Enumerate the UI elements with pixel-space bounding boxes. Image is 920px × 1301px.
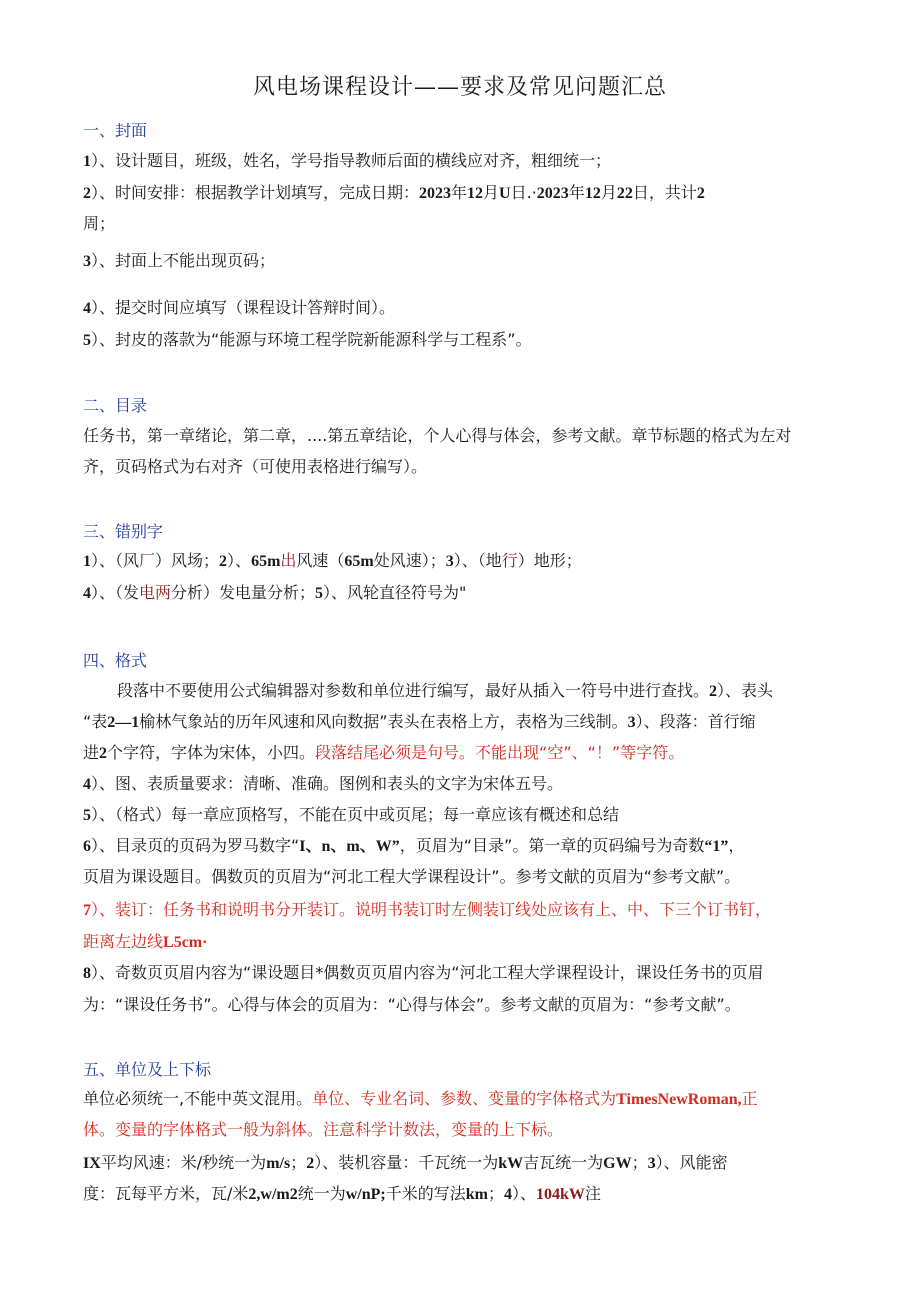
typo-line-2 [83, 582, 832, 605]
text: 处风速）； [373, 551, 446, 570]
typo-line-1 [83, 550, 832, 573]
text: ）、（发 [91, 583, 140, 602]
count: 2 [99, 745, 108, 762]
format-item-7 [83, 899, 832, 922]
item-number: 1 [83, 153, 91, 170]
text: 月 [483, 183, 500, 202]
text: 单位必须统一,不能中英文混用。 [83, 1089, 313, 1108]
item-number: 5 [83, 807, 91, 824]
cover-item-1 [83, 150, 832, 173]
format-item-4 [83, 773, 832, 796]
item-number: 5 [83, 332, 91, 349]
item-number: 3 [647, 1155, 656, 1172]
text: 日.· [510, 183, 537, 202]
units-line-3 [83, 1152, 832, 1175]
text: ）地形； [517, 551, 582, 570]
month: 12 [467, 185, 484, 202]
text: 吉瓦统一为 [523, 1153, 604, 1172]
item-number: 2 [306, 1155, 315, 1172]
text: ）、风能密 [655, 1153, 728, 1172]
item-number: 2 [709, 683, 718, 700]
item-number: 2 [219, 553, 228, 570]
year: 2023 [536, 185, 569, 202]
value: 104kW [536, 1186, 585, 1203]
item-number: 4 [504, 1186, 513, 1203]
text: ）、（地 [453, 551, 502, 570]
format-para-line-1 [117, 680, 832, 703]
item-text: ）、封皮的落款为“能源与环境工程学院新能源科学与工程系”。 [91, 330, 532, 349]
day: 22 [616, 185, 633, 202]
item-text: ）、奇数页页眉内容为“课设题目*偶数页页眉内容为“河北工程大学课程设计，课设任务书的页眉 [91, 963, 764, 982]
typo-highlight: 厂 [139, 551, 156, 570]
text: 榆林气象站的历年风速和风向数据”表头在表格上方，表格为三线制。 [139, 712, 628, 731]
item-text: ）、封面上不能出现页码； [91, 251, 276, 270]
red-emphasis: 单位、专业名词、参数、变量的字体格式为 [312, 1089, 617, 1108]
text: ）、风轮直径符号为" [323, 583, 467, 602]
height: 65m [344, 553, 374, 570]
text: ）、目录页的页码为罗马数字“ [91, 836, 300, 855]
cover-item-3 [83, 250, 832, 273]
units-line-2: 体。变量的字体格式一般为斜体。注意科学计数法，变量的上下标。 [83, 1120, 564, 1139]
item-number: 1 [83, 553, 91, 570]
toc-para-line-1: 任务书，第一章绪论，第二章，....第五章结论，个人心得与体会，参考文献。章节标题的格式为左对 [83, 426, 792, 445]
format-item-8 [83, 962, 832, 985]
table-number: 2—1 [107, 714, 140, 731]
unit: w/nP; [345, 1186, 386, 1203]
item-number: IX [83, 1155, 101, 1172]
text: 个字符，字体为宋体，小四。 [107, 743, 316, 762]
typo-highlight: 行 [501, 551, 518, 570]
format-item-8-cont: 为：“课设任务书”。心得与体会的页眉为：“心得与体会”。参考文献的页眉为：“参考文献”。 [83, 995, 741, 1014]
text: 进 [83, 743, 100, 762]
section-heading-typos: 三、错别字 [83, 522, 164, 541]
toc-para-line-2: 齐，页码格式为右对齐（可使用表格进行编写）。 [83, 457, 428, 476]
typo-highlight: 电两 [139, 583, 172, 602]
format-para-line-2 [83, 711, 832, 734]
text: ）、段落：首行缩 [635, 712, 756, 731]
section-heading-cover: 一、封面 [83, 121, 148, 140]
year: 2023 [419, 185, 452, 202]
font-name: TimesNewRoman, [616, 1091, 742, 1108]
text: ）风场； [155, 551, 220, 570]
item-text: ）、时间安排：根据教学计划填写，完成日期： [91, 183, 420, 202]
cover-item-2-cont: 周； [83, 214, 116, 233]
units-line-1 [83, 1088, 832, 1111]
text: 月 [600, 183, 617, 202]
cover-item-4 [83, 297, 832, 320]
text: ）、（风 [91, 551, 140, 570]
text: ； [290, 1153, 307, 1172]
page-number: “1” [704, 838, 729, 855]
day: U [499, 185, 511, 202]
text: “表 [83, 712, 108, 731]
red-emphasis: 段落结尾必须是句号。不能出现“空”、“！”等字符。 [315, 743, 685, 762]
item-number: 6 [83, 838, 91, 855]
item-number: 3 [627, 714, 636, 731]
text: ）、 [512, 1184, 537, 1203]
item-number: 4 [83, 585, 91, 602]
item-text: ）、提交时间应填写（课程设计答辩时间）。 [91, 298, 396, 317]
item-number: 8 [83, 965, 91, 982]
text: 风速（ [296, 551, 345, 570]
format-item-7-cont [83, 931, 832, 954]
text: 度：瓦每平方米，瓦/米 [83, 1184, 249, 1203]
text: ）、装机容量：千瓦统一为 [314, 1153, 499, 1172]
text: ； [488, 1184, 505, 1203]
text: 千米的写法 [385, 1184, 466, 1203]
text: 距离左边线 [83, 932, 164, 951]
text: 分析）发电量分析； [171, 583, 316, 602]
item-number: 4 [83, 776, 91, 793]
section-heading-toc: 二、目录 [83, 396, 148, 415]
unit: km [465, 1186, 488, 1203]
units-line-4 [83, 1183, 832, 1206]
section-heading-units: 五、单位及上下标 [83, 1060, 212, 1079]
document-title: 风电场课程设计——要求及常见问题汇总 [252, 75, 667, 100]
height: 65m [251, 553, 281, 570]
item-text: ）、图、表质量要求：清晰、准确。图例和表头的文字为宋体五号。 [91, 774, 564, 793]
format-item-5 [83, 804, 832, 827]
unit: 2,w/m2 [248, 1186, 298, 1203]
roman-numerals: I、n、m、W” [299, 838, 400, 855]
red-emphasis: 正 [741, 1089, 758, 1108]
text: ）、表头 [717, 681, 774, 700]
format-item-6 [83, 835, 832, 858]
text: 注 [584, 1184, 601, 1203]
month: 12 [584, 185, 601, 202]
cover-item-5 [83, 329, 832, 352]
week-count: 2 [696, 185, 705, 202]
text: 日，共计 [632, 183, 697, 202]
item-text: ）、（格式）每一章应顶格写，不能在页中或页尾；每一章应该有概述和总结 [91, 805, 620, 824]
text: ， [728, 836, 745, 855]
unit: m/s [266, 1155, 291, 1172]
section-heading-format: 四、格式 [83, 651, 148, 670]
unit: kW [498, 1155, 524, 1172]
item-text: ）、设计题目，班级，姓名，学号指导教师后面的横线应对齐，粗细统一； [91, 151, 612, 170]
text: 年 [451, 183, 468, 202]
item-number: 7 [83, 902, 91, 919]
text: 平均风速：米/秒统一为 [100, 1153, 267, 1172]
cover-item-2 [83, 182, 832, 205]
item-number: 4 [83, 300, 91, 317]
item-number: 3 [83, 253, 91, 270]
typo-highlight: 出 [280, 551, 297, 570]
format-item-6-cont: 页眉为课设题目。偶数页的页眉为“河北工程大学课程设计”。参考文献的页眉为“参考文献”。 [83, 867, 741, 886]
item-number: 5 [315, 585, 324, 602]
unit: GW [603, 1155, 632, 1172]
text: 段落中不要使用公式编辑器对参数和单位进行编写，最好从插入一符号中进行查找。 [117, 681, 710, 700]
text: ，页眉为“目录”。第一章的页码编号为奇数 [399, 836, 705, 855]
item-number: 3 [445, 553, 454, 570]
text: 年 [568, 183, 585, 202]
distance: L5cm· [163, 934, 208, 951]
item-number: 2 [83, 185, 91, 202]
text: 统一为 [297, 1184, 346, 1203]
format-para-line-3 [83, 742, 832, 765]
text: ； [631, 1153, 648, 1172]
text: ）、 [227, 551, 252, 570]
item-text: ）、装订：任务书和说明书分开装订。说明书装订时左侧装订线处应该有上、中、下三个订书钉， [91, 900, 772, 919]
